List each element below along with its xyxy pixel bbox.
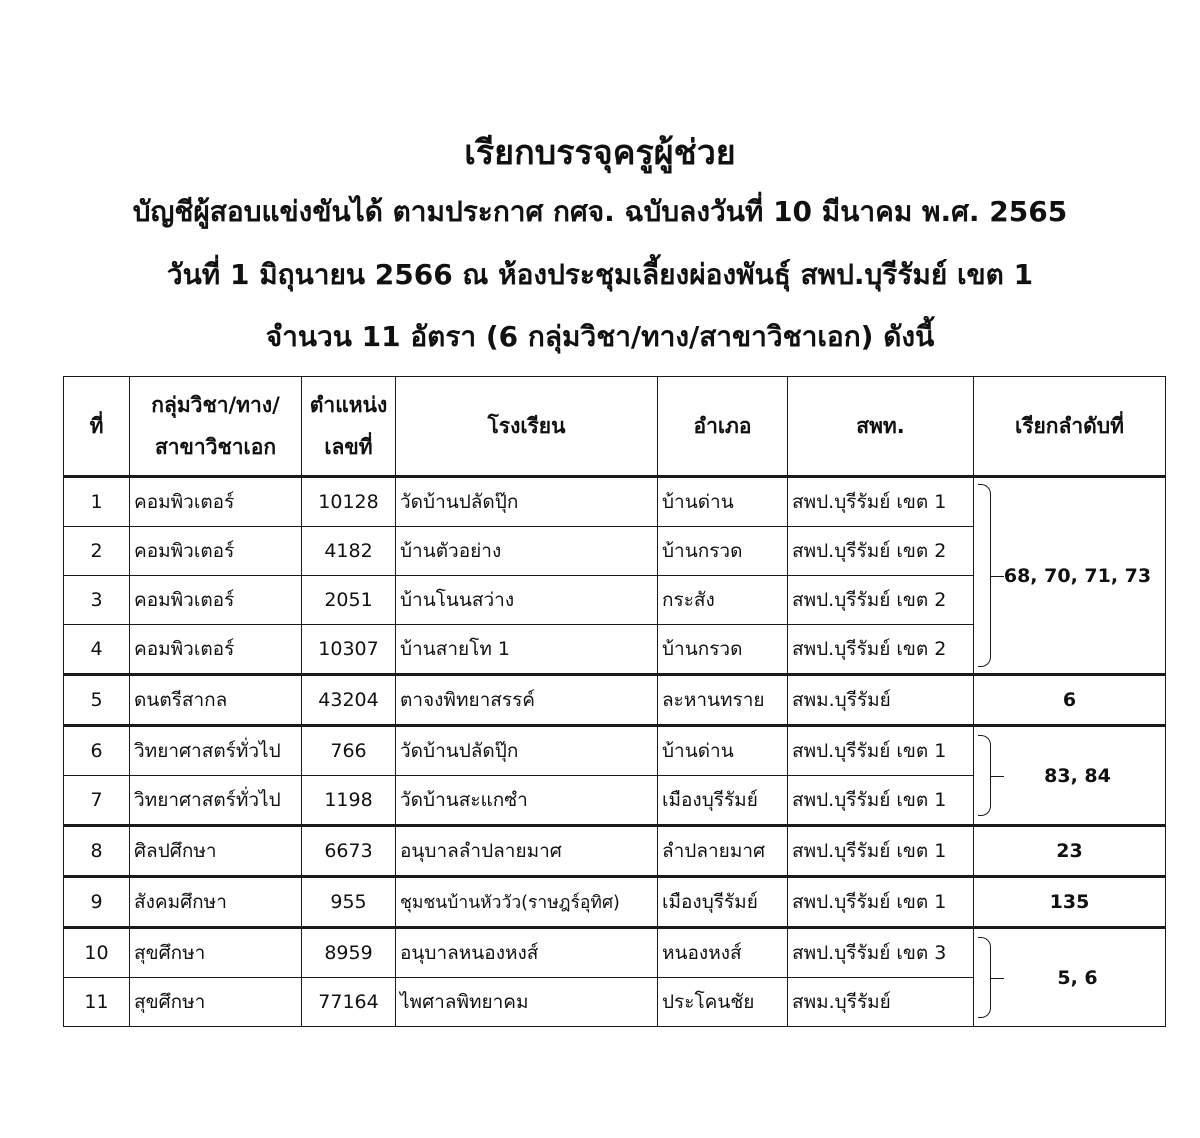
cell-district: ลำปลายมาศ (658, 826, 788, 877)
cell-position: 10307 (302, 625, 396, 675)
table-row (64, 477, 1166, 527)
group-bracket (978, 937, 991, 1018)
cell-subject: คอมพิวเตอร์ (130, 477, 302, 527)
col-header-office: สพท. (788, 377, 974, 477)
cell-school: ตาจงพิทยาสรรค์ (396, 675, 658, 726)
cell-no: 8 (64, 826, 130, 877)
cell-subject: สุขศึกษา (130, 928, 302, 978)
cell-school: บ้านสายโท 1 (396, 625, 658, 675)
cell-no: 4 (64, 625, 130, 675)
cell-district: กระสัง (658, 576, 788, 625)
cell-subject: วิทยาศาสตร์ทั่วไป (130, 726, 302, 776)
cell-district: ละหานทราย (658, 675, 788, 726)
col-header-subject (130, 377, 302, 477)
cell-position: 955 (302, 877, 396, 928)
rank-value: 23 (1056, 840, 1083, 862)
cell-office: สพป.บุรีรัมย์ เขต 2 (788, 527, 974, 576)
cell-position: 43204 (302, 675, 396, 726)
cell-subject: ศิลปศึกษา (130, 826, 302, 877)
cell-no: 9 (64, 877, 130, 928)
group-bracket (978, 735, 991, 816)
cell-subject: สังคมศึกษา (130, 877, 302, 928)
cell-district: เมืองบุรีรัมย์ (658, 877, 788, 928)
rank-value: 5, 6 (1057, 966, 1098, 989)
cell-subject: สุขศึกษา (130, 978, 302, 1027)
quota-line: จำนวน 11 อัตรา (6 กลุ่มวิชา/ทาง/สาขาวิชาเอก) ดังนี้ (265, 320, 935, 353)
cell-rank (974, 877, 1166, 928)
cell-district: บ้านกรวด (658, 625, 788, 675)
col-header-rank: เรียกลำดับที่ (974, 377, 1166, 477)
cell-position: 77164 (302, 978, 396, 1027)
cell-school: บ้านตัวอย่าง (396, 527, 658, 576)
cell-position: 1198 (302, 776, 396, 826)
cell-school: วัดบ้านปลัดปุ๊ก (396, 477, 658, 527)
cell-district: บ้านด่าน (658, 477, 788, 527)
table-row (64, 877, 1166, 928)
cell-position: 8959 (302, 928, 396, 978)
cell-position: 4182 (302, 527, 396, 576)
cell-office: สพป.บุรีรัมย์ เขต 1 (788, 477, 974, 527)
cell-district: เมืองบุรีรัมย์ (658, 776, 788, 826)
table-row (64, 675, 1166, 726)
cell-no: 3 (64, 576, 130, 625)
col-header-school: โรงเรียน (396, 377, 658, 477)
rank-value: 83, 84 (1044, 764, 1111, 787)
rank-value: 135 (1049, 891, 1090, 913)
cell-district: หนองหงส์ (658, 928, 788, 978)
table-row (64, 726, 1166, 776)
cell-rank (974, 477, 1166, 675)
cell-position: 766 (302, 726, 396, 776)
cell-school: วัดบ้านสะแกซำ (396, 776, 658, 826)
cell-no: 7 (64, 776, 130, 826)
cell-rank (974, 726, 1166, 826)
col-header-position (302, 377, 396, 477)
cell-no: 6 (64, 726, 130, 776)
cell-school: อนุบาลหนองหงส์ (396, 928, 658, 978)
col-header-subject-line1: กลุ่มวิชา/ทาง/ (151, 393, 280, 417)
cell-district: ประโคนชัย (658, 978, 788, 1027)
cell-subject: คอมพิวเตอร์ (130, 625, 302, 675)
announcement-line: บัญชีผู้สอบแข่งขันได้ ตามประกาศ กศจ. ฉบับลงวันที่ 10 มีนาคม พ.ศ. 2565 (132, 195, 1068, 228)
cell-no: 2 (64, 527, 130, 576)
col-header-position-line1: ตำแหน่ง (309, 393, 388, 417)
cell-office: สพม.บุรีรัมย์ (788, 978, 974, 1027)
cell-subject: คอมพิวเตอร์ (130, 576, 302, 625)
document-title: เรียกบรรจุครูผู้ช่วย (464, 133, 736, 173)
cell-rank (974, 928, 1166, 1027)
cell-school: ชุมชนบ้านหัววัว(ราษฎร์อุทิศ) (396, 877, 658, 928)
cell-subject: ดนตรีสากล (130, 675, 302, 726)
cell-rank (974, 826, 1166, 877)
cell-office: สพป.บุรีรัมย์ เขต 1 (788, 776, 974, 826)
cell-subject: คอมพิวเตอร์ (130, 527, 302, 576)
table-row (64, 928, 1166, 978)
cell-district: บ้านกรวด (658, 527, 788, 576)
cell-rank (974, 675, 1166, 726)
cell-office: สพป.บุรีรัมย์ เขต 2 (788, 625, 974, 675)
rank-value: 68, 70, 71, 73 (1003, 564, 1152, 587)
cell-no: 11 (64, 978, 130, 1027)
cell-position: 2051 (302, 576, 396, 625)
cell-school: วัดบ้านปลัดปุ๊ก (396, 726, 658, 776)
cell-office: สพป.บุรีรัมย์ เขต 1 (788, 726, 974, 776)
cell-office: สพป.บุรีรัมย์ เขต 1 (788, 877, 974, 928)
cell-school: บ้านโนนสว่าง (396, 576, 658, 625)
cell-no: 5 (64, 675, 130, 726)
date-venue-line: วันที่ 1 มิถุนายน 2566 ณ ห้องประชุมเลี้ยงผ่องพันธุ์ สพป.บุรีรัมย์ เขต 1 (166, 258, 1034, 291)
cell-office: สพป.บุรีรัมย์ เขต 2 (788, 576, 974, 625)
cell-office: สพป.บุรีรัมย์ เขต 1 (788, 826, 974, 877)
header-row (64, 377, 1166, 477)
cell-no: 1 (64, 477, 130, 527)
rank-value: 6 (1062, 689, 1077, 711)
cell-office: สพม.บุรีรัมย์ (788, 675, 974, 726)
col-header-subject-line2: สาขาวิชาเอก (154, 435, 277, 459)
col-header-position-line2: เลขที่ (324, 435, 373, 459)
table-row (64, 826, 1166, 877)
col-header-district: อำเภอ (658, 377, 788, 477)
cell-position: 6673 (302, 826, 396, 877)
cell-school: อนุบาลลำปลายมาศ (396, 826, 658, 877)
group-bracket (978, 484, 991, 667)
cell-office: สพป.บุรีรัมย์ เขต 3 (788, 928, 974, 978)
appointment-table (63, 376, 1166, 1027)
cell-position: 10128 (302, 477, 396, 527)
col-header-no: ที่ (64, 377, 130, 477)
cell-school: ไพศาลพิทยาคม (396, 978, 658, 1027)
cell-no: 10 (64, 928, 130, 978)
cell-subject: วิทยาศาสตร์ทั่วไป (130, 776, 302, 826)
cell-district: บ้านด่าน (658, 726, 788, 776)
